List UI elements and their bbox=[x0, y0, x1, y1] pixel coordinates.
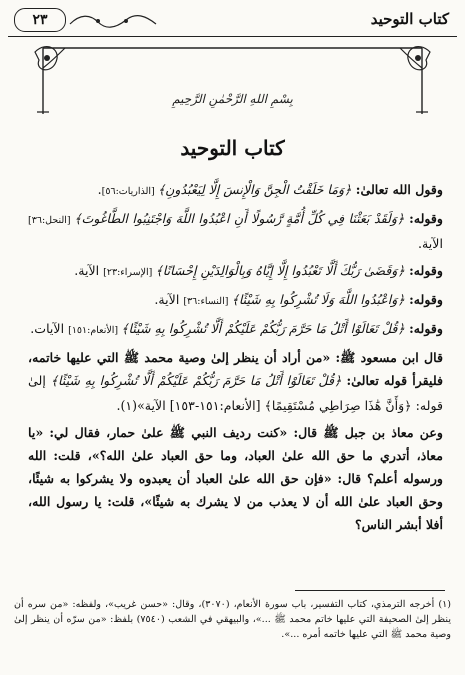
quran-verse: ﴿وَقَضَىٰ رَبُّكَ أَلَّا تَعْبُدُوا إِلَّا إِيَّاهُ وَبِالْوَالِدَيْنِ إِحْسَانًا﴾ bbox=[155, 263, 405, 278]
footnote: (١) أخرجه الترمذي، كتاب التفسير، باب سورة الأنعام، (٣٠٧٠)، وقال: «حسن غريب»، ولفظه: «من سره أن ينظر إلىٰ الصحيفة التي عليها خاتم محمد ﷺ ...»، والبيهقي في الشعب (٧٥٤٠) بلفظ: «من سرّه أن ينظر إلىٰ وصية محمد ﷺ التي عليها خاتمه أمره ...». bbox=[14, 599, 451, 640]
footnotes bbox=[14, 597, 451, 642]
paragraph bbox=[28, 178, 443, 203]
basmala: بِسْمِ اللهِ الرَّحْمٰنِ الرَّحِيمِ bbox=[172, 92, 293, 106]
paragraph bbox=[28, 259, 443, 284]
verse-citation: [الأنعام:١٥١] bbox=[68, 325, 122, 336]
paragraph-lead: وعن معاذ بن جبل ﷺ قال: «كنت رديف النبي ﷺ علىٰ حمار، فقال لي: «يا معاذ، أتدري ما حق الله علىٰ العباد، وما حق العباد علىٰ الله؟»، قلت: الله ورسوله أعلم؟ قال: «فإن حق الله علىٰ العباد أن يعبدوه ولا يشركوا به شيئًا، وحق العباد علىٰ الله أن لا يعذب من لا يشرك به شيئًا»، قلت: يا رسول الله، أفلا أبشر الناس؟ bbox=[28, 425, 443, 532]
chapter-title: كتاب التوحيد bbox=[180, 136, 285, 160]
paragraph-lead: وقول الله تعالىٰ: bbox=[351, 182, 443, 197]
paragraph-tail: إلىٰ قوله: ﴿وَأَنَّ هَٰذَا صِرَاطِي مُسْتَقِيمًا﴾ [الأنعام:١٥١-١٥٣] الآية»(١). bbox=[28, 373, 443, 413]
paragraph-tail: الآية. bbox=[74, 263, 104, 278]
paragraph bbox=[28, 346, 443, 417]
paragraph bbox=[28, 317, 443, 342]
quran-verse: ﴿وَلَقَدْ بَعَثْنَا فِي كُلِّ أُمَّةٍ رَّسُولًا أَنِ اعْبُدُوا اللَّهَ وَاجْتَنِبُوا الطَّاغُوتَ﴾ bbox=[74, 211, 405, 226]
paragraph bbox=[28, 288, 443, 313]
title-frame-ornament-icon bbox=[25, 42, 440, 122]
footnote-rule bbox=[295, 590, 445, 591]
verse-citation: [الإسراء:٢٣] bbox=[103, 267, 156, 278]
quran-verse: ﴿قُلْ تَعَالَوْا أَتْلُ مَا حَرَّمَ رَبُّكُمْ عَلَيْكُمْ أَلَّا تُشْرِكُوا بِهِ شَيْئًا﴾ bbox=[121, 321, 405, 336]
paragraph-lead: قال ابن مسعود ﷺ: «من أراد أن ينظر إلىٰ وصية محمد ﷺ التي عليها خاتمه، فليقرأ قوله تعالىٰ: bbox=[28, 350, 444, 388]
main-text bbox=[28, 178, 443, 540]
paragraph-tail: . bbox=[97, 182, 102, 197]
paragraph-tail: الآية. bbox=[154, 292, 184, 307]
quran-verse: ﴿وَاعْبُدُوا اللَّهَ وَلَا تُشْرِكُوا بِهِ شَيْئًا﴾ bbox=[231, 292, 405, 307]
paragraph bbox=[28, 207, 443, 255]
paragraph-tail: الآية. bbox=[418, 236, 443, 251]
paragraph-lead: وقوله: bbox=[404, 292, 443, 307]
quran-verse: ﴿وَمَا خَلَقْتُ الْجِنَّ وَالْإِنسَ إِلَّا لِيَعْبُدُونِ﴾ bbox=[157, 182, 352, 197]
page-header bbox=[8, 6, 457, 34]
paragraph bbox=[28, 421, 443, 536]
paragraph-lead: وقوله: bbox=[404, 263, 443, 278]
verse-citation: [الذاريات:٥٦] bbox=[101, 186, 158, 197]
quran-verse: ﴿قُلْ تَعَالَوْا أَتْلُ مَا حَرَّمَ رَبُّكُمْ عَلَيْكُمْ أَلَّا تُشْرِكُوا بِهِ شَيْئًا﴾ bbox=[50, 373, 342, 388]
page-number-badge: ٢٣ bbox=[14, 8, 66, 32]
paragraph-tail: الآيات. bbox=[30, 321, 69, 336]
paragraph-lead: وقوله: bbox=[404, 321, 443, 336]
paragraph-lead: وقوله: bbox=[404, 211, 444, 226]
running-title: كتاب التوحيد bbox=[370, 10, 449, 28]
header-ornament-icon bbox=[68, 12, 158, 30]
verse-citation: [النحل:٣٦] bbox=[28, 215, 75, 226]
verse-citation: [النساء:٣٦] bbox=[183, 296, 232, 307]
header-rule bbox=[8, 36, 457, 37]
